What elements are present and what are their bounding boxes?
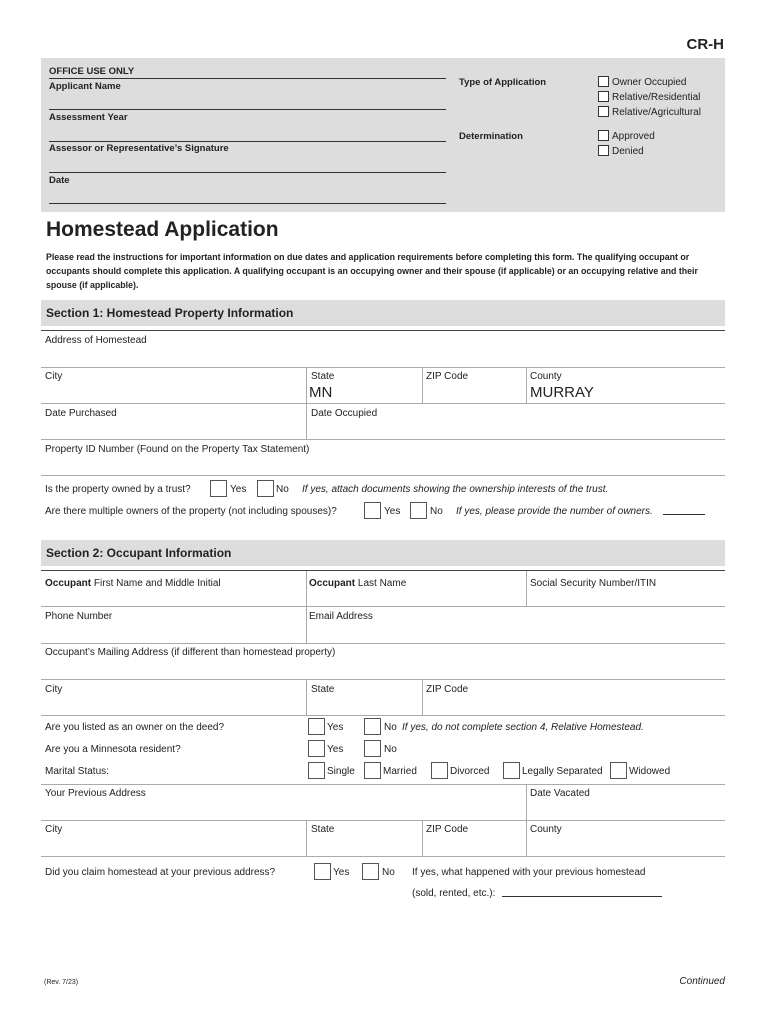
divider	[526, 571, 527, 606]
date-occupied-label: Date Occupied	[311, 408, 378, 419]
relative-agricultural-label: Relative/Agricultural	[612, 107, 701, 118]
prev-claim-no-checkbox[interactable]	[362, 863, 379, 880]
assessor-signature-field[interactable]	[49, 172, 446, 173]
last-name-text: Last Name	[355, 578, 407, 589]
resident-no-label: No	[384, 744, 397, 755]
divider	[306, 571, 307, 643]
widowed-label: Widowed	[629, 766, 671, 777]
email-label: Email Address	[309, 611, 373, 622]
county-value[interactable]: MURRAY	[530, 384, 594, 401]
multiple-owners-question: Are there multiple owners of the property (not including spouses)?	[45, 506, 337, 517]
intro-text: Please read the instructions for important information on due dates and application requirements before completing this form. The qualifying occupant or occupants should complete this application. A qualifying occupant is an occupying owner and their spouse (if applicable) or an occupying relative and their spouse (if applicable).	[46, 252, 698, 290]
previous-claim-question: Did you claim homestead at your previous address?	[45, 867, 276, 878]
state-label: State	[311, 371, 335, 382]
determination-label: Determination	[459, 131, 523, 142]
divider	[41, 570, 725, 571]
divider	[306, 680, 307, 716]
section2-title: Section 2: Occupant Information	[46, 546, 232, 560]
divider	[41, 856, 725, 857]
owner-occupied-label: Owner Occupied	[612, 77, 687, 88]
occupant-bold: Occupant	[45, 578, 92, 589]
divorced-label: Divorced	[450, 766, 490, 777]
office-use-only-label: OFFICE USE ONLY	[49, 66, 135, 77]
county-label: County	[530, 371, 562, 382]
prev-claim-note: If yes, what happened with your previous homestead	[412, 867, 646, 878]
continued-label: Continued	[679, 976, 725, 987]
marital-status-label: Marital Status:	[45, 766, 109, 777]
divorced-checkbox[interactable]	[431, 762, 448, 779]
prev-claim-yes-checkbox[interactable]	[314, 863, 331, 880]
owner-note: If yes, do not complete section 4, Relative Homestead.	[402, 722, 644, 733]
first-name-label	[45, 578, 221, 589]
divider	[526, 821, 527, 856]
divider	[422, 821, 423, 856]
relative-residential-label: Relative/Residential	[612, 92, 701, 103]
divider	[41, 820, 725, 821]
address-label: Address of Homestead	[45, 335, 147, 346]
phone-label: Phone Number	[45, 611, 113, 622]
single-label: Single	[327, 766, 355, 777]
resident-yes-label: Yes	[327, 744, 344, 755]
previous-address-label: Your Previous Address	[45, 788, 146, 799]
resident-yes-checkbox[interactable]	[308, 740, 325, 757]
zip-label: ZIP Code	[426, 371, 469, 382]
married-label: Married	[383, 766, 417, 777]
owner-occupied-checkbox[interactable]	[598, 76, 609, 87]
ssn-label: Social Security Number/ITIN	[530, 578, 657, 589]
legally-separated-label: Legally Separated	[522, 766, 603, 777]
trust-question: Is the property owned by a trust?	[45, 484, 191, 495]
first-name-text: First Name and Middle Initial	[91, 578, 221, 589]
resident-question: Are you a Minnesota resident?	[45, 744, 181, 755]
prev-claim-yes-label: Yes	[333, 867, 350, 878]
divider	[526, 367, 527, 404]
divider	[422, 367, 423, 404]
divider	[41, 643, 725, 644]
trust-yes-label: Yes	[230, 484, 247, 495]
trust-no-label: No	[276, 484, 289, 495]
denied-label: Denied	[612, 146, 644, 157]
multi-note: If yes, please provide the number of owners.	[456, 506, 653, 517]
prev-zip-label: ZIP Code	[426, 824, 469, 835]
relative-residential-checkbox[interactable]	[598, 91, 609, 102]
date-purchased-label: Date Purchased	[45, 408, 117, 419]
divider	[49, 78, 446, 79]
trust-yes-checkbox[interactable]	[210, 480, 227, 497]
applicant-name-label: Applicant Name	[49, 81, 121, 92]
legally-separated-checkbox[interactable]	[503, 762, 520, 779]
prev-claim-note-2: (sold, rented, etc.):	[412, 888, 496, 899]
trust-no-checkbox[interactable]	[257, 480, 274, 497]
property-id-label: Property ID Number (Found on the Property Tax Statement)	[45, 444, 310, 455]
mailing-state-label: State	[311, 684, 335, 695]
mailing-zip-label: ZIP Code	[426, 684, 469, 695]
office-use-box	[41, 58, 725, 212]
form-code: CR-H	[686, 36, 724, 53]
owner-yes-label: Yes	[327, 722, 344, 733]
divider	[41, 403, 725, 404]
approved-label: Approved	[612, 131, 655, 142]
divider	[41, 784, 725, 785]
section1-title: Section 1: Homestead Property Information	[46, 306, 294, 320]
owner-on-deed-question: Are you listed as an owner on the deed?	[45, 722, 225, 733]
date-field[interactable]	[49, 203, 446, 204]
multi-yes-checkbox[interactable]	[364, 502, 381, 519]
state-value[interactable]: MN	[309, 384, 333, 401]
prev-state-label: State	[311, 824, 335, 835]
multi-no-label: No	[430, 506, 443, 517]
denied-checkbox[interactable]	[598, 145, 609, 156]
widowed-checkbox[interactable]	[610, 762, 627, 779]
divider	[422, 680, 423, 716]
approved-checkbox[interactable]	[598, 130, 609, 141]
mailing-address-field[interactable]	[41, 679, 725, 680]
owner-no-checkbox[interactable]	[364, 718, 381, 735]
mailing-address-label: Occupant’s Mailing Address (if different than homestead property)	[45, 647, 336, 658]
section1-header	[41, 300, 725, 326]
married-checkbox[interactable]	[364, 762, 381, 779]
divider	[41, 606, 725, 607]
divider	[41, 439, 725, 440]
applicant-name-field[interactable]	[49, 109, 446, 110]
single-checkbox[interactable]	[308, 762, 325, 779]
owner-no-label: No	[384, 722, 397, 733]
multi-yes-label: Yes	[384, 506, 401, 517]
address-field[interactable]	[41, 367, 725, 368]
mailing-city-label: City	[45, 684, 63, 695]
assessment-year-field[interactable]	[49, 141, 446, 142]
divider	[41, 330, 725, 331]
prev-claim-no-label: No	[382, 867, 395, 878]
prev-city-label: City	[45, 824, 63, 835]
date-label: Date	[49, 175, 70, 186]
multi-no-checkbox[interactable]	[410, 502, 427, 519]
revision-label: (Rev. 7/23)	[44, 979, 79, 986]
assessment-year-label: Assessment Year	[49, 112, 128, 123]
prev-claim-field[interactable]	[502, 896, 662, 897]
occupant-bold: Occupant	[309, 578, 356, 589]
page-title: Homestead Application	[46, 218, 279, 241]
last-name-label	[309, 578, 406, 589]
relative-agricultural-checkbox[interactable]	[598, 106, 609, 117]
section2-header	[41, 540, 725, 566]
divider	[306, 821, 307, 856]
trust-note: If yes, attach documents showing the ownership interests of the trust.	[302, 484, 609, 495]
divider	[526, 785, 527, 820]
date-vacated-label: Date Vacated	[530, 788, 590, 799]
owner-yes-checkbox[interactable]	[308, 718, 325, 735]
divider	[41, 715, 725, 716]
city-label: City	[45, 371, 63, 382]
assessor-signature-label: Assessor or Representative’s Signature	[49, 143, 229, 154]
property-id-field[interactable]	[41, 475, 725, 476]
resident-no-checkbox[interactable]	[364, 740, 381, 757]
owners-count-field[interactable]	[663, 514, 705, 515]
prev-county-label: County	[530, 824, 562, 835]
type-of-application-label: Type of Application	[459, 77, 547, 88]
